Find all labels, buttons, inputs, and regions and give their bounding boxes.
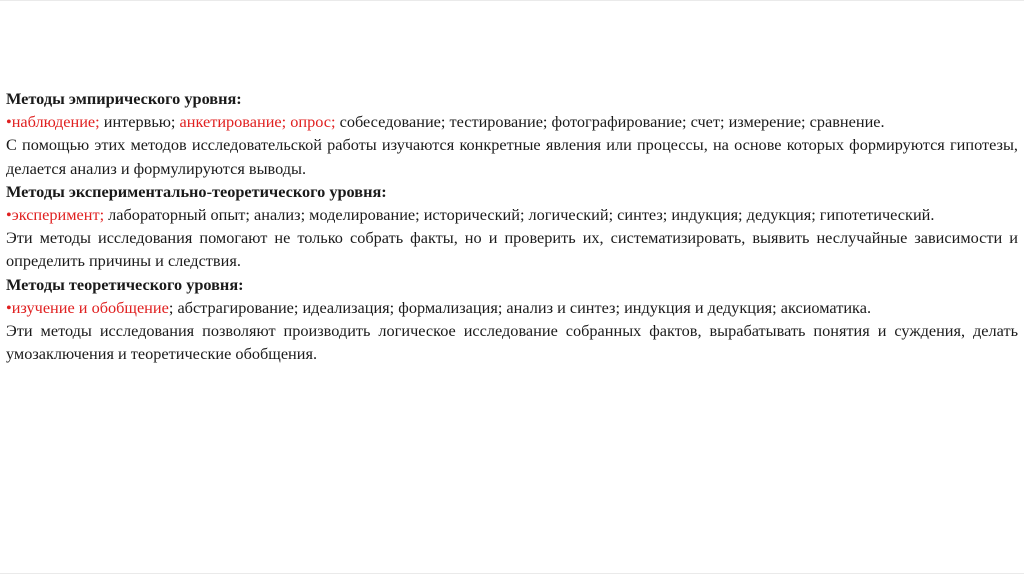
theoretical-methods-rest: ; абстрагирование; идеализация; формализация; анализ и синтез; индукция и дедукция; аксиоматика. (168, 297, 872, 317)
experimental-methods-list (6, 203, 1018, 226)
empirical-heading: Методы эмпирического уровня: (6, 89, 242, 108)
slide-content (6, 87, 1018, 365)
experimental-theoretical-heading: Методы экспериментально-теоретического уровня: (6, 181, 387, 201)
empirical-description: С помощью этих методов исследовательской работы изучаются конкретные явления или процессы, на основе которых формируются гипотезы, делается анализ и формулируются выводы. (6, 135, 1018, 178)
theoretical-methods-list (6, 296, 1018, 319)
experimental-methods-rest: лабораторный опыт; анализ; моделирование; исторический; логический; синтез; индукция; дедукция; гипотетический. (104, 205, 935, 225)
empirical-method-observation: •наблюдение; (6, 112, 100, 132)
experimental-method-experiment: •эксперимент; (6, 205, 105, 225)
empirical-method-interview: интервью; (99, 112, 180, 132)
theoretical-description: Эти методы исследования позволяют производить логическое исследование собранных фактов, вырабатывать понятия и суждения, делать умозаключения и теоретические обобщения. (6, 321, 1018, 364)
empirical-method-survey: анкетирование; опрос; (179, 112, 336, 132)
experimental-description: Эти методы исследования помогают не только собрать факты, но и проверить их, систематизировать, выявить неслучайные зависимости и определить причины и следствия. (6, 228, 1018, 271)
empirical-methods-rest: собеседование; тестирование; фотографирование; счет; измерение; сравнение. (335, 112, 885, 132)
theoretical-method-study-generalization: •изучение и обобщение (6, 297, 169, 317)
theoretical-heading: Методы теоретического уровня: (6, 274, 244, 294)
empirical-methods-list (6, 110, 1018, 133)
